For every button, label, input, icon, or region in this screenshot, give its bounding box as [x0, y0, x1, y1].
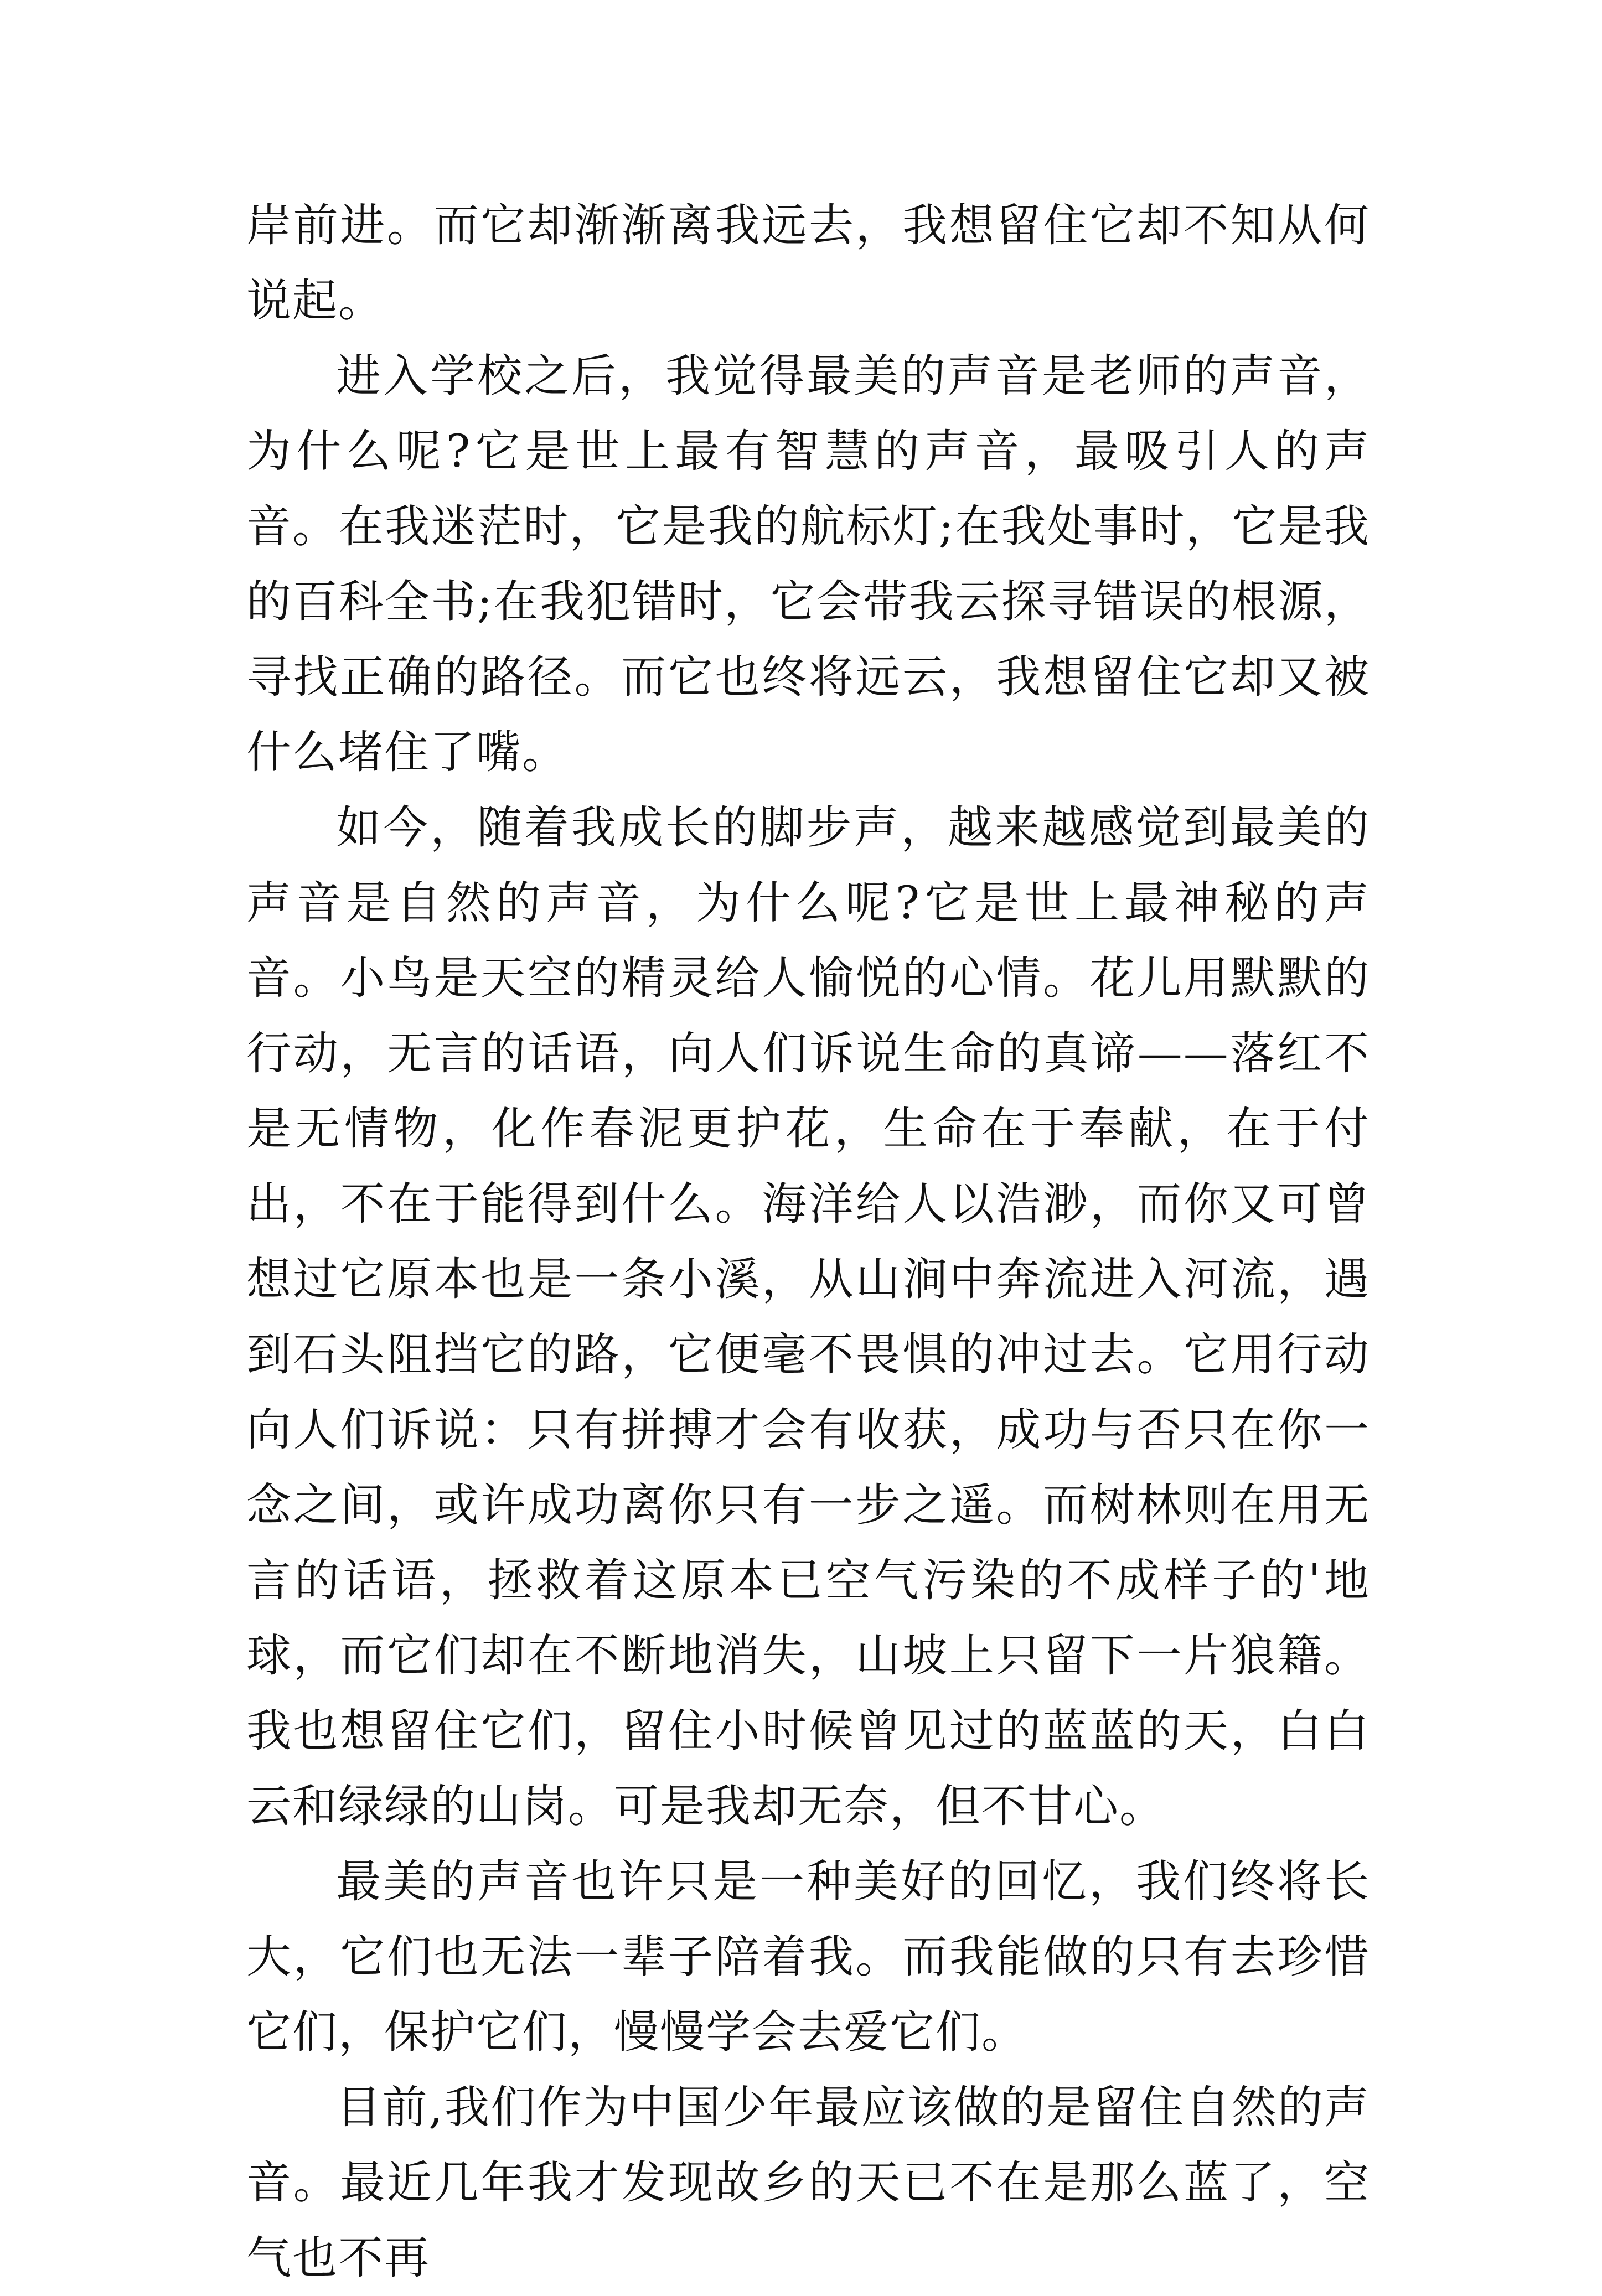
paragraph: 如今，随着我成长的脚步声，越来越感觉到最美的声音是自然的声音，为什么呢?它是世上最神秘的声音。小鸟是天空的精灵给人愉悦的心情。花儿用默默的行动，无言的话语，向人们诉说生命的真谛——落红不是无情物，化作春泥更护花，生命在于奉献，在于付出，不在于能得到什么。海洋给人以浩渺，而你又可曾想过它原本也是一条小溪，从山涧中奔流进入河流，遇到石头阻挡它的路，它便毫不畏惧的冲过去。它用行动向人们诉说：只有拼搏才会有收获，成功与否只在你一念之间，或许成功离你只有一步之遥。而树林则在用无言的话语，拯救着这原本已空气污染的不成样子的'地球，而它们却在不断地消失，山坡上只留下一片狼籍。我也想留住它们，留住小时候曾见过的蓝蓝的天，白白云和绿绿的山岗。可是我却无奈，但不甘心。 — [246, 802, 1370, 1833]
paragraph: 进入学校之后，我觉得最美的声音是老师的声音，为什么呢?它是世上最有智慧的声音，最吸引人的声音。在我迷茫时，它是我的航标灯;在我处事时，它是我的百科全书;在我犯错时，它会带我云探寻错误的根源，寻找正确的路径。而它也终将远云，我想留住它却又被什么堵住了嘴。 — [246, 350, 1370, 779]
paragraph: 岸前进。而它却渐渐离我远去，我想留住它却不知从何说起。 — [246, 200, 1370, 327]
paragraph: 最美的声音也许只是一种美好的回忆，我们终将长大，它们也无法一辈子陪着我。而我能做的只有去珍惜它们，保护它们，慢慢学会去爱它们。 — [246, 1856, 1370, 2059]
paragraph: 目前,我们作为中国少年最应该做的是留住自然的声音。最近几年我才发现故乡的天已不在是那么蓝了，空气也不再 — [246, 2082, 1370, 2284]
body-text — [246, 188, 1370, 2296]
